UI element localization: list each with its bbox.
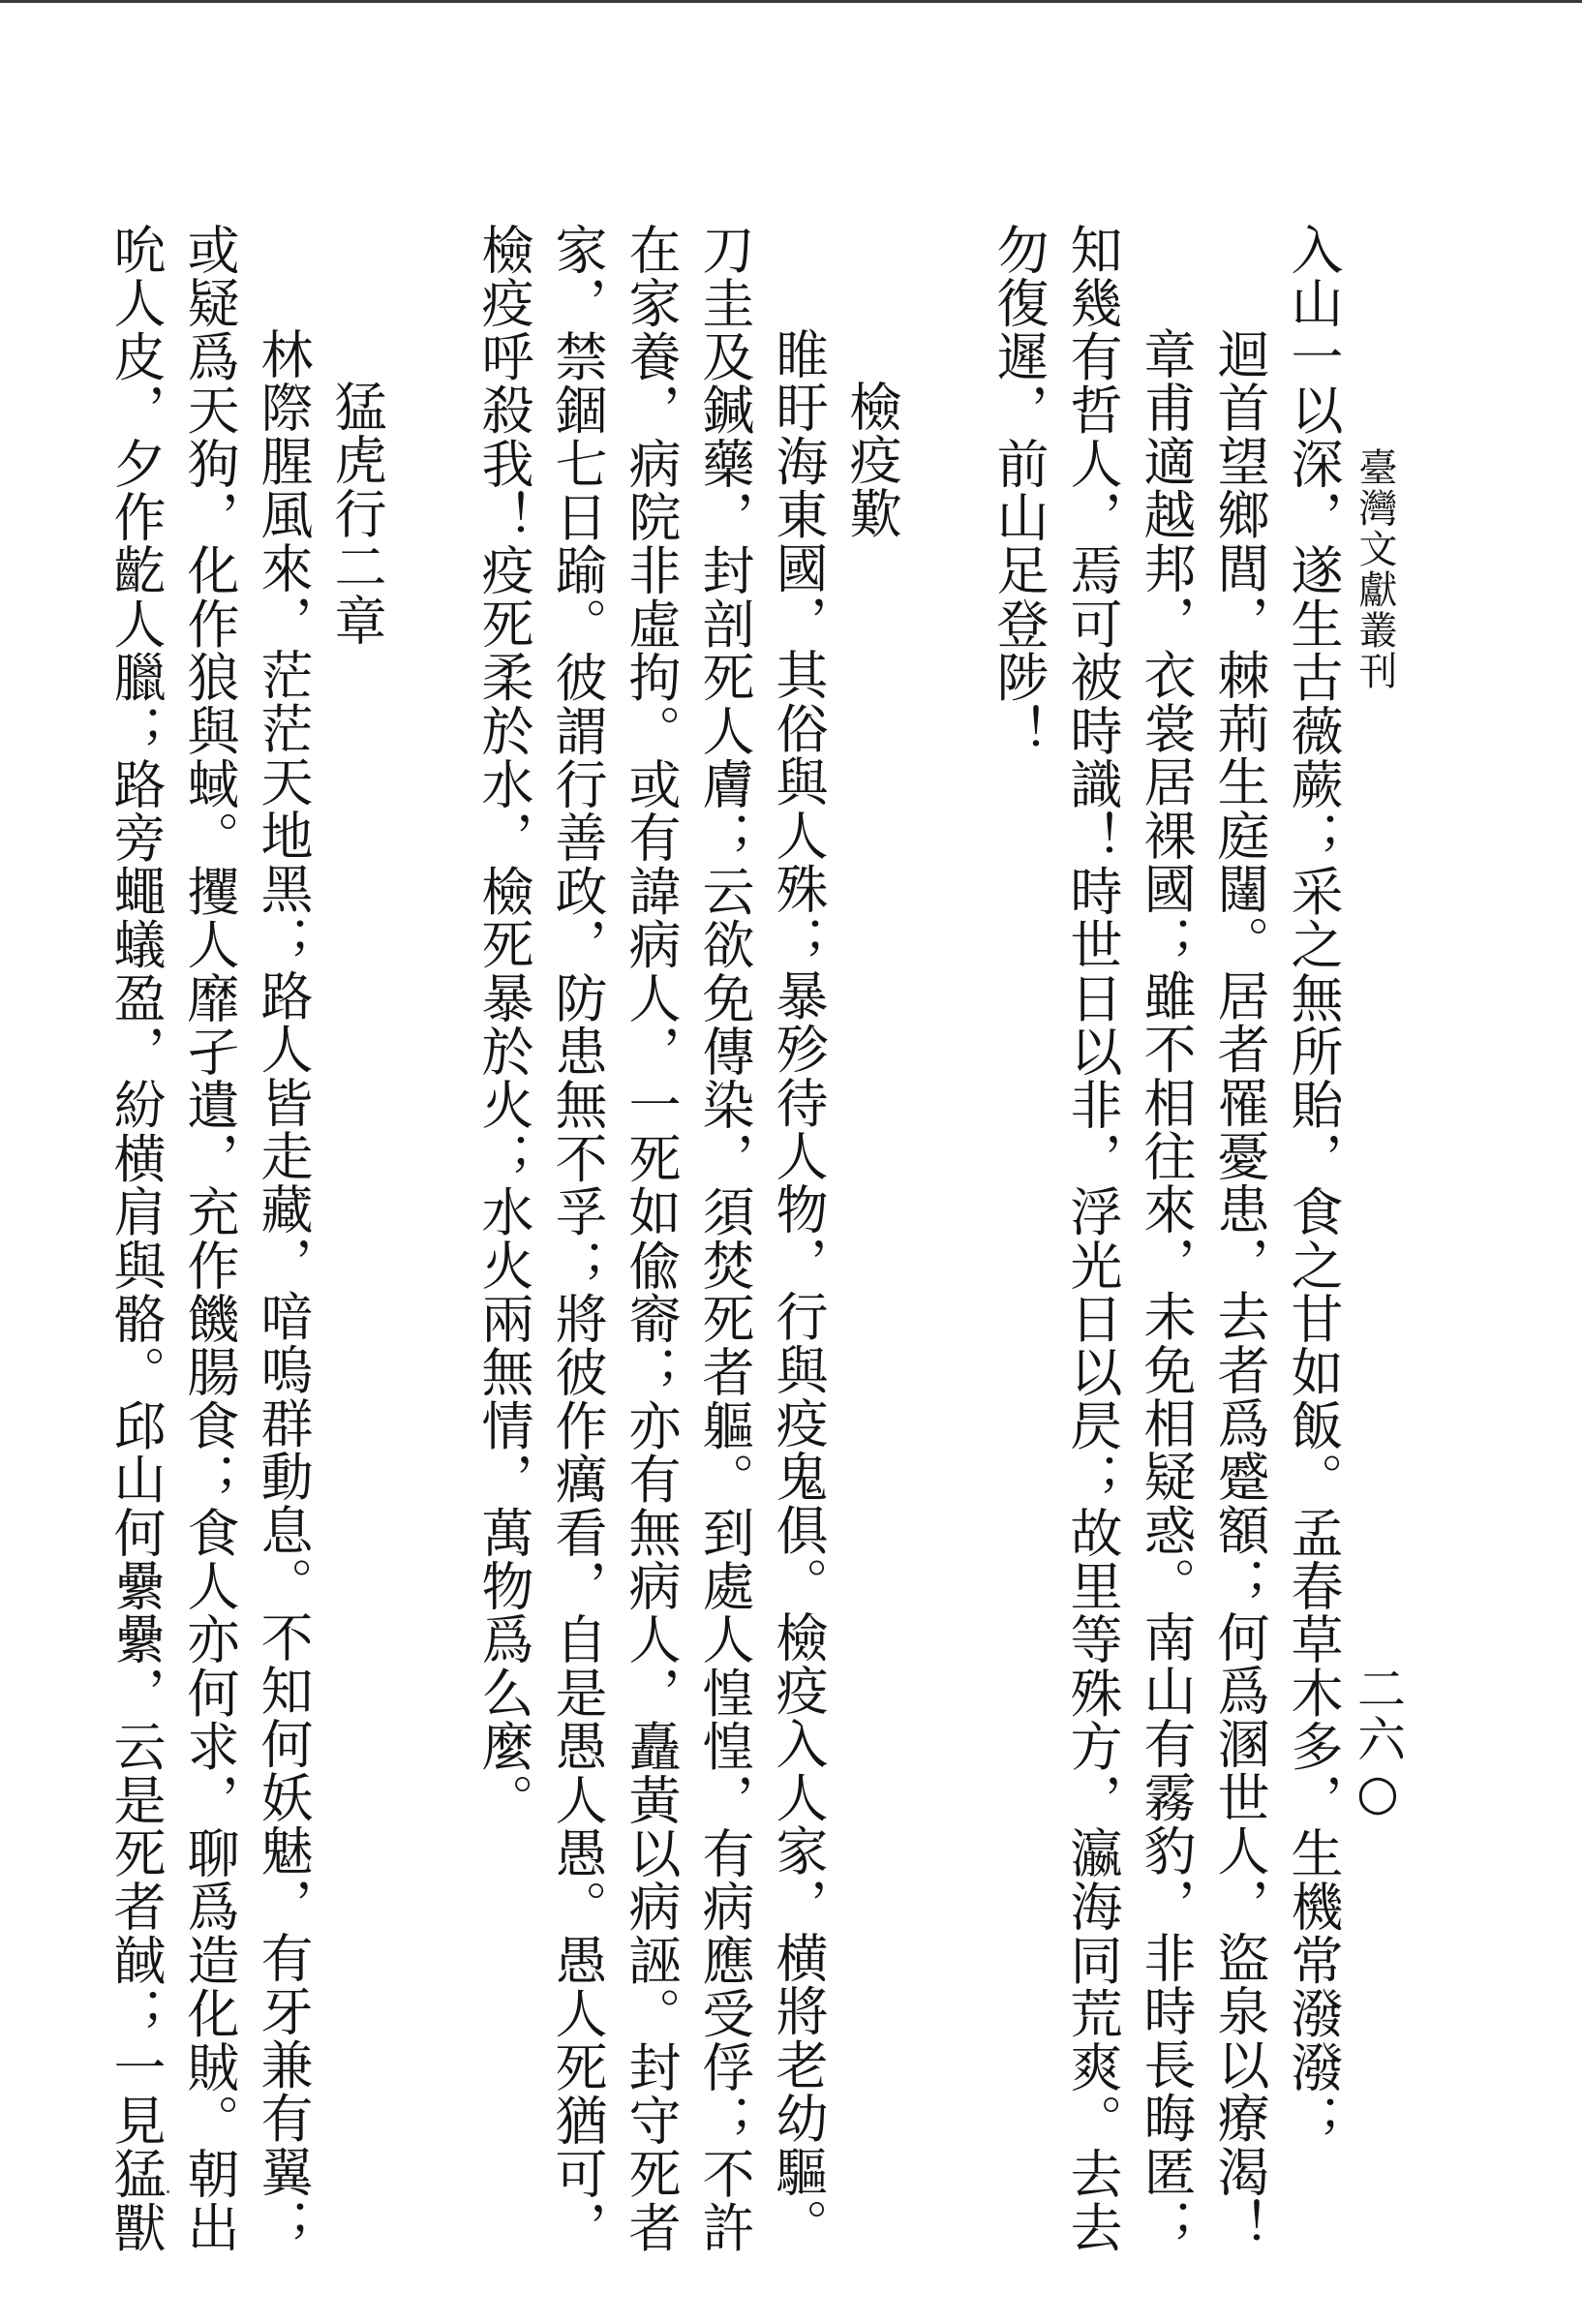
text-line: 入山一以深，遂生古薇蕨；采之無所貽，食之甘如飯。孟春草木多，生機常潑潑； [1283, 223, 1344, 2148]
scan-top-edge [0, 0, 1582, 3]
blank-line [393, 223, 467, 2169]
text-line: 刀圭及鍼藥，封剖死人膚；云欲免傳染，須焚死者軀。到處人惶惶，有病應受俘；不許 [694, 223, 755, 2254]
series-title: 臺灣文獻叢刊 [1353, 447, 1397, 691]
text-line: 章甫適越邦，衣裳居裸國；雖不相往來，未免相疑惑。南山有霧豹，非時長晦匿； [1136, 327, 1197, 2252]
text-line: 睢盱海東國，其俗與人殊；暴殄待人物，行與疫鬼俱。檢疫入人家，横將老幼驅。 [768, 327, 829, 2252]
text-line: 或疑爲天狗，化作狼與蜮。攫人靡孑遺，充作饑腸食；食人亦何求，聊爲造化賊。朝出 [179, 223, 240, 2254]
text-line: 林際腥風來，茫茫天地黑；路人皆走藏，喑嗚群動息。不知何妖魅，有牙兼有翼； [253, 327, 314, 2252]
text-line: 知幾有哲人，焉可被時識！時世日以非，浮光日以昃；故里等殊方，瀛海同荒爽。去去 [1062, 223, 1123, 2254]
text-line: 迴首望鄉閭，棘荊生庭闥。居者罹憂患，去者爲蹙額；何爲溷世人，盜泉以療渴！ [1209, 327, 1270, 2252]
text-line: 在家養，病院非虛拘。或有諱病人，一死如偸窬；亦有無病人，矗黃以病誣。封守死者 [621, 223, 682, 2254]
text-line: 吮人皮，夕作齕人臘；路旁蠅蟻盈，紛横肩與骼。邱山何纍纍，云是死者馘；一見猛獸 [106, 223, 167, 2254]
poem-body [99, 223, 1350, 2254]
poem-title-jianyi-tan: 檢疫歎 [841, 380, 902, 540]
text-line: 勿復遲，前山足登陟！ [989, 223, 1050, 757]
blank-line [908, 223, 982, 2169]
poem-title-menghu-xing: 猛虎行二章 [326, 380, 387, 647]
text-line: 家，禁錮七日踰。彼謂行善政，防患無不孚；將彼作癘看，自是愚人愚。愚人死猶可， [547, 223, 608, 2254]
page-number: 二六○ [1350, 1664, 1406, 1822]
text-line: 檢疫呼殺我！疫死柔於水，檢死暴於火；水火兩無情，萬物爲么麼。 [473, 223, 534, 1826]
scan-speck [167, 2190, 169, 2193]
